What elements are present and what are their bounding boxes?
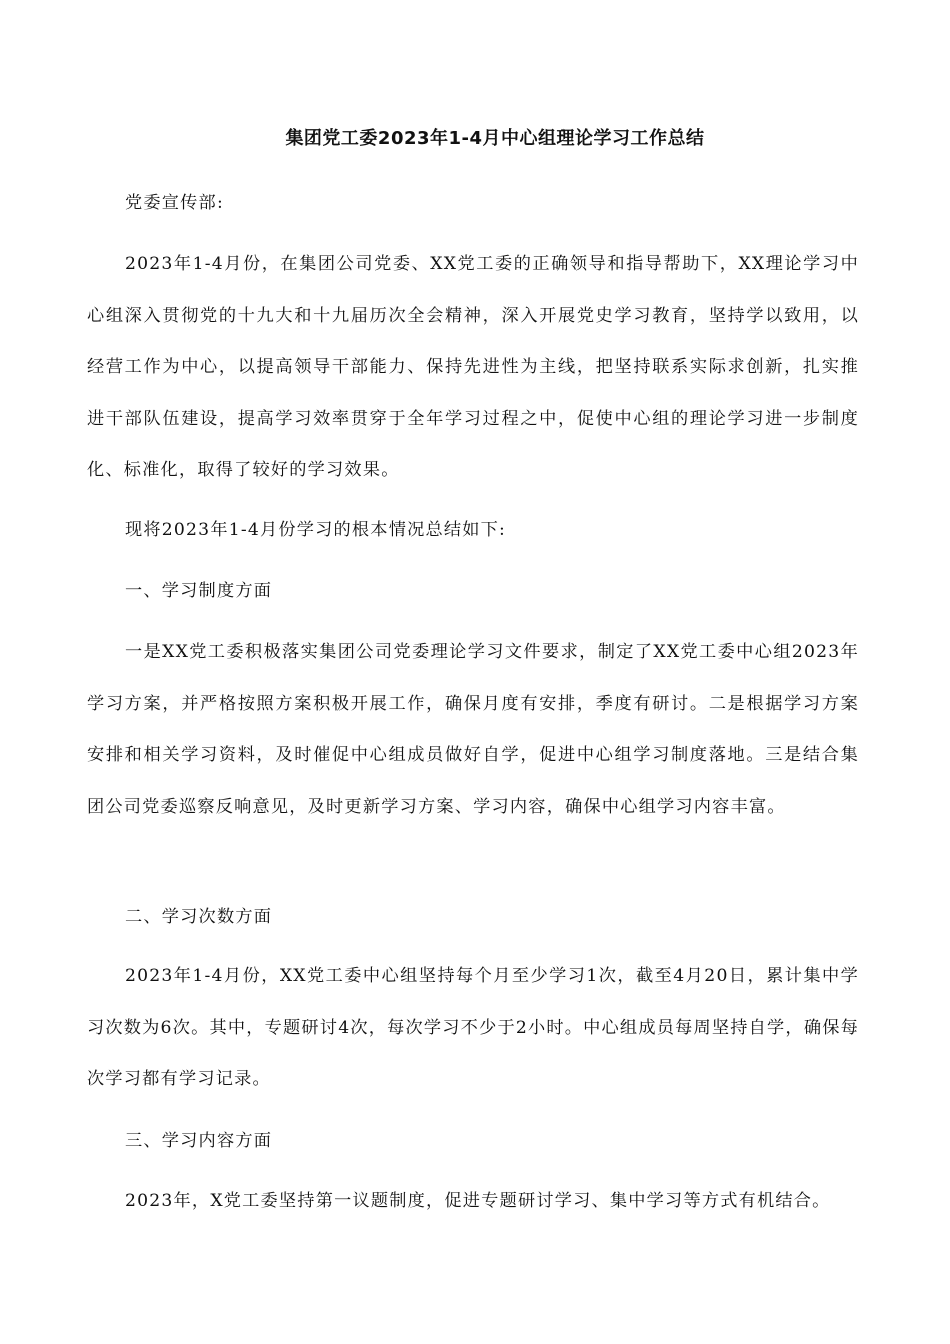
summary-lead: 现将2023年1-4月份学习的根本情况总结如下: [125, 520, 507, 540]
document-title: 集团党工委2023年1-4月中心组理论学习工作总结 [285, 128, 705, 149]
section-body-1: 一是XX党工委积极落实集团公司党委理论学习文件要求，制定了XX党工委中心组2023年学习方案，并严格按照方案积极开展工作，确保月度有安排，季度有研讨。二是根据学习方案安排和相关学习资料，及时催促中心组成员做好自学，促进中心组学习制度落地。三是结合集团公司党委巡察反响意见，及时更新学习方案、学习内容，确保中心组学习内容丰富。 [87, 642, 859, 817]
section-body-2: 2023年1-4月份，XX党工委中心组坚持每个月至少学习1次，截至4月20日，累计集中学习次数为6次。其中，专题研讨4次，每次学习不少于2小时。中心组成员每周坚持自学，确保每次学习都有学习记录。 [87, 966, 859, 1089]
section-heading-3: 三、学习内容方面 [125, 1131, 273, 1151]
section-heading-1: 一、学习制度方面 [125, 581, 273, 601]
section-heading-2: 二、学习次数方面 [125, 907, 273, 927]
section-body-3: 2023年，X党工委坚持第一议题制度，促进专题研讨学习、集中学习等方式有机结合。 [125, 1191, 831, 1211]
intro-paragraph: 2023年1-4月份，在集团公司党委、XX党工委的正确领导和指导帮助下，XX理论学习中心组深入贯彻党的十九大和十九届历次全会精神，深入开展党史学习教育，坚持学以致用，以经营工作为中心，以提高领导干部能力、保持先进性为主线，把坚持联系实际求创新，扎实推进干部队伍建设，提高学习效率贯穿于全年学习过程之中，促使中心组的理论学习进一步制度化、标准化，取得了较好的学习效果。 [87, 254, 859, 480]
addressee: 党委宣传部: [125, 193, 224, 213]
